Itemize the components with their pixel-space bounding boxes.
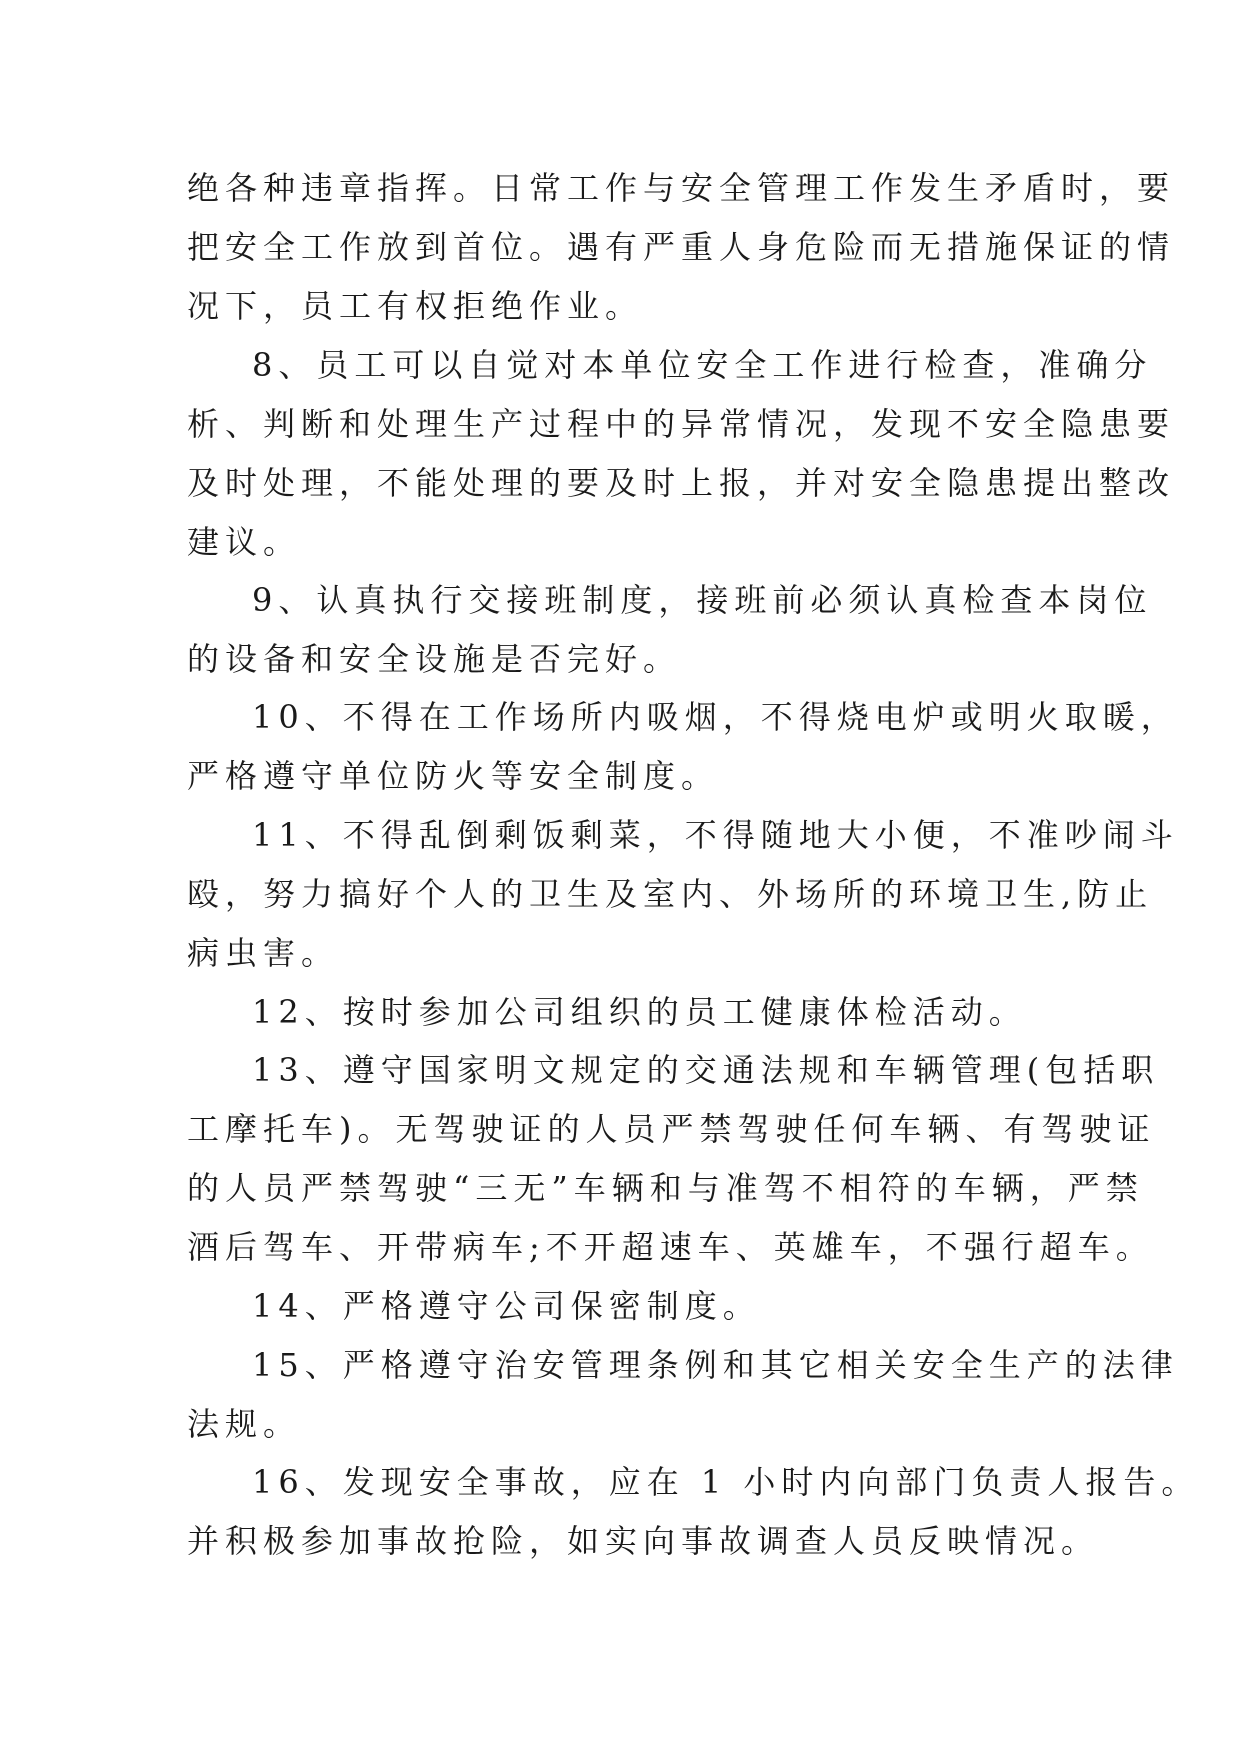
paragraph-12-line: 12、按时参加公司组织的员工健康体检活动。 [252, 993, 1027, 1031]
text-line: 及时处理，不能处理的要及时上报，并对安全隐患提出整改 [187, 464, 1176, 502]
paragraph-11-line: 11、不得乱倒剩饭剩菜，不得随地大小便，不准吵闹斗 [252, 816, 1179, 854]
paragraph-10-line: 10、不得在工作场所内吸烟，不得烧电炉或明火取暖， [252, 698, 1179, 736]
text-line: 的人员严禁驾驶“三无”车辆和与准驾不相符的车辆，严禁 [187, 1169, 1144, 1207]
text-line: 把安全工作放到首位。遇有严重人身危险而无措施保证的情 [187, 228, 1176, 266]
text-line: 并积极参加事故抢险，如实向事故调查人员反映情况。 [187, 1522, 1100, 1560]
text-line: 病虫害。 [187, 934, 340, 972]
text-line: 的设备和安全设施是否完好。 [187, 640, 682, 678]
paragraph-9-line: 9、认真执行交接班制度，接班前必须认真检查本岗位 [252, 581, 1153, 619]
paragraph-15-line: 15、严格遵守治安管理条例和其它相关安全生产的法律 [252, 1346, 1179, 1384]
text-line: 建议。 [187, 523, 302, 561]
paragraph-16-line: 16、发现安全事故，应在 1 小时内向部门负责人报告。 [252, 1463, 1200, 1501]
text-line: 析、判断和处理生产过程中的异常情况，发现不安全隐患要 [187, 405, 1176, 443]
paragraph-8-line: 8、员工可以自觉对本单位安全工作进行检查，准确分 [252, 346, 1153, 384]
paragraph-14-line: 14、严格遵守公司保密制度。 [252, 1287, 761, 1325]
text-line: 法规。 [187, 1405, 302, 1443]
text-line: 绝各种违章指挥。日常工作与安全管理工作发生矛盾时，要 [187, 169, 1176, 207]
text-line: 工摩托车)。无驾驶证的人员严禁驾驶任何车辆、有驾驶证 [187, 1110, 1156, 1148]
text-line: 严格遵守单位防火等安全制度。 [187, 757, 720, 795]
text-line: 况下，员工有权拒绝作业。 [187, 287, 644, 325]
text-line: 酒后驾车、开带病车;不开超速车、英雄车，不强行超车。 [187, 1228, 1154, 1266]
paragraph-13-line: 13、遵守国家明文规定的交通法规和车辆管理(包括职 [252, 1051, 1160, 1089]
text-line: 殴，努力搞好个人的卫生及室内、外场所的环境卫生,防止 [187, 875, 1154, 913]
